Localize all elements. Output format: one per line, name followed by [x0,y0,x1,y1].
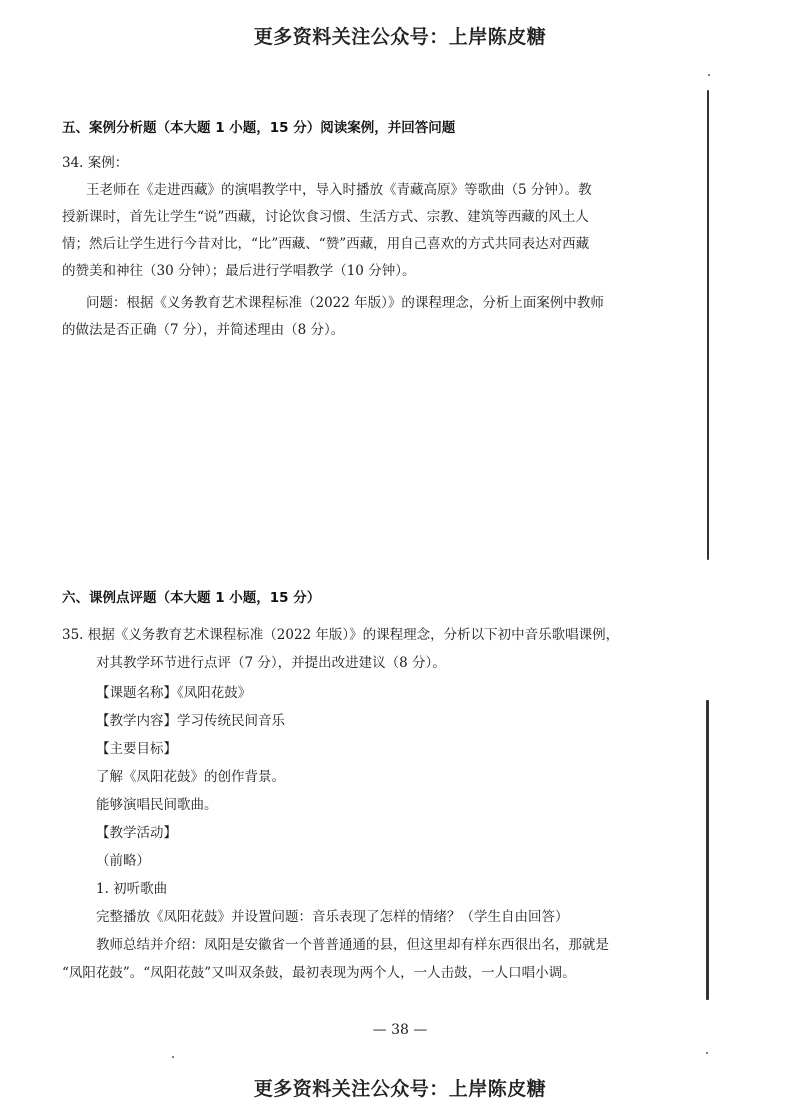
lesson-goal-item: 能够演唱民间歌曲。 [96,797,218,813]
scan-speck [706,1052,708,1054]
section-five-title: 五、案例分析题（本大题 1 小题，15 分）阅读案例，并回答问题 [62,120,456,136]
lesson-goal-item: 了解《凤阳花鼓》的创作背景。 [96,769,285,785]
question-text-line: 的做法是否正确（7 分），并简述理由（8 分）。 [62,322,345,338]
case-text-line: 的赞美和神往（30 分钟）；最后进行学唱教学（10 分钟）。 [62,263,416,279]
question-34-label: 34. 案例： [62,155,129,171]
question-35-line: 对其教学环节进行点评（7 分），并提出改进建议（8 分）。 [96,655,446,671]
page-number: — 38 — [372,1022,428,1038]
scan-speck [708,74,710,76]
lesson-content-line: 【教学内容】学习传统民间音乐 [96,713,285,729]
question-text-line: 问题：根据《义务教育艺术课程标准（2022 年版）》的课程理念，分析上面案例中教师 [86,295,604,311]
header-banner: 更多资料关注公众号：上岸陈皮糖 [253,26,547,48]
lesson-step-heading: 1. 初听歌曲 [96,881,168,897]
question-35-line: 35. 根据《义务教育艺术课程标准（2022 年版）》的课程理念，分析以下初中音乐歌唱课例， [62,627,620,643]
case-text-line: 王老师在《走进西藏》的演唱教学中，导入时播放《青藏高原》等歌曲（5 分钟）。教 [86,182,592,198]
lesson-activity-omitted: （前略） [96,853,150,869]
case-text-line: 授新课时，首先让学生“说”西藏，讨论饮食习惯、生活方式、宗教、建筑等西藏的风土人 [62,209,589,225]
lesson-step-text: “凤阳花鼓”。“凤阳花鼓”又叫双条鼓，最初表现为两个人，一人击鼓，一人口唱小调。 [62,965,576,981]
lesson-title-line: 【课题名称】《凤阳花鼓》 [96,685,252,701]
lesson-step-text: 完整播放《凤阳花鼓》并设置问题：音乐表现了怎样的情绪？（学生自由回答） [96,909,569,925]
footer-banner: 更多资料关注公众号：上岸陈皮糖 [253,1078,547,1100]
lesson-goal-heading: 【主要目标】 [96,741,177,757]
scan-edge-mark [707,90,709,560]
scan-speck [172,1056,174,1058]
lesson-activity-heading: 【教学活动】 [96,825,177,841]
scan-edge-mark [706,700,709,1000]
lesson-step-text: 教师总结并介绍：凤阳是安徽省一个普普通通的县，但这里却有样东西很出名，那就是 [96,937,609,953]
section-six-title: 六、课例点评题（本大题 1 小题，15 分） [62,590,321,606]
case-text-line: 情；然后让学生进行今昔对比，“比”西藏、“赞”西藏，用自己喜欢的方式共同表达对西藏 [62,236,590,252]
